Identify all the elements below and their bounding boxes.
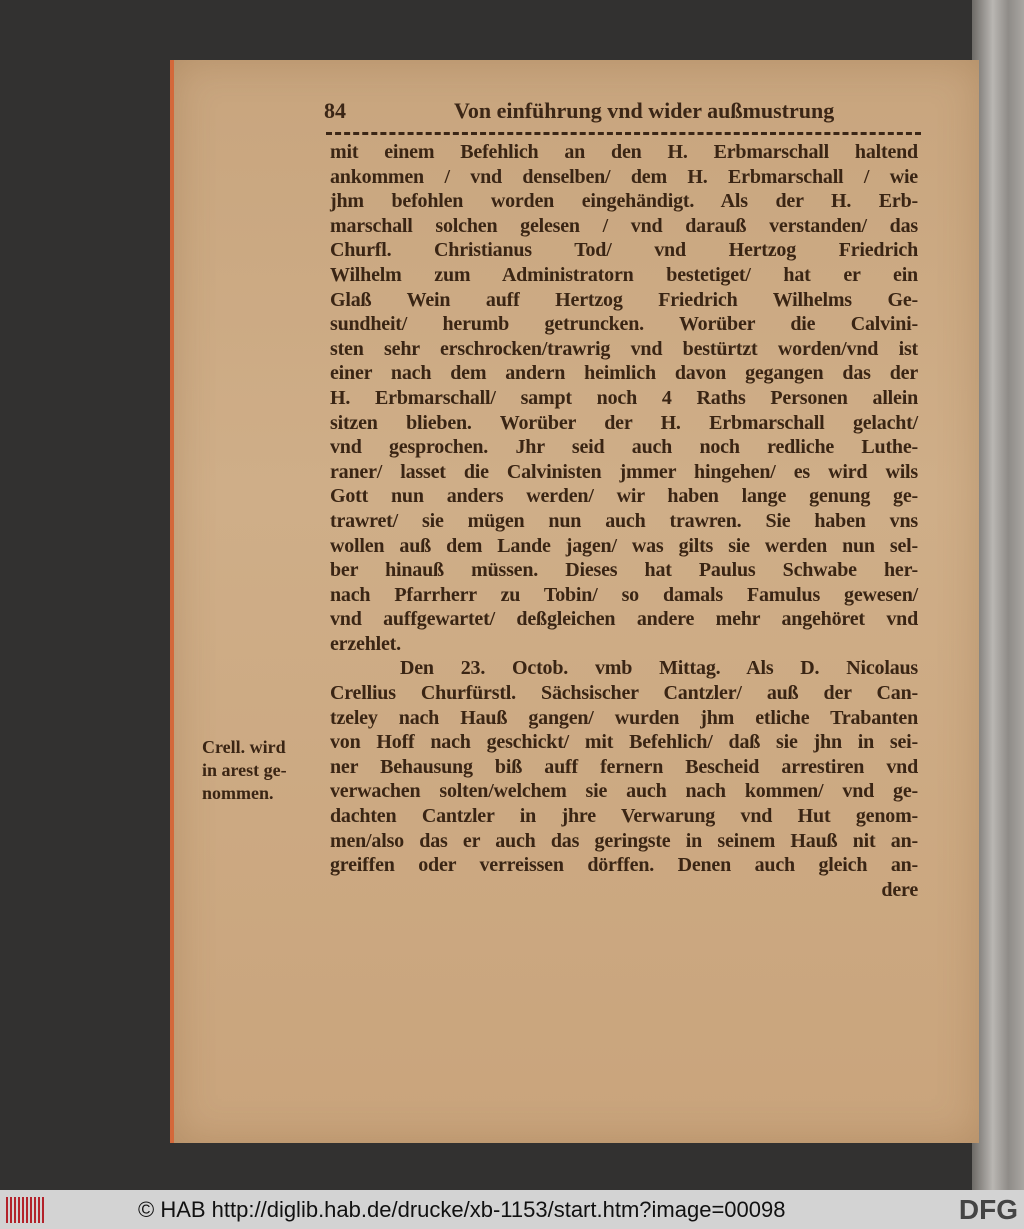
text-line: Glaß Wein auff Hertzog Friedrich Wilhelms Ge- (330, 288, 918, 311)
copyright-url[interactable]: © HAB http://diglib.hab.de/drucke/xb-1153/start.htm?image=00098 (138, 1197, 786, 1222)
text-line: einer nach dem andern heimlich davon gegangen das der (330, 362, 918, 385)
text-line: Gott nun anders werden/ wir haben lange genung ge- (330, 485, 918, 508)
text-line: erzehlet. (330, 632, 401, 655)
text-line: trawret/ sie mügen nun auch trawren. Sie haben vns (330, 509, 918, 532)
text-line: raner/ lasset die Calvinisten jmmer hingehen/ es wird wils (330, 460, 918, 483)
text-line: dachten Cantzler in jhre Verwarung vnd Hut genom- (330, 805, 918, 828)
hab-logo-icon[interactable] (6, 1197, 46, 1223)
text-line: men/also das er auch das geringste in seinem Hauß nit an- (330, 829, 918, 852)
dfg-logo[interactable]: DFG (958, 1194, 1018, 1225)
text-line: marschall solchen gelesen / vnd darauß verstanden/ das (330, 214, 918, 237)
text-line: Den 23. Octob. vmb Mittag. Als D. Nicolaus (400, 657, 918, 680)
text-line: H. Erbmarschall/ sampt noch 4 Raths Personen allein (330, 386, 918, 409)
text-line: dere (881, 878, 918, 901)
margin-note-line: in arest ge- (202, 760, 287, 780)
book-edge (972, 0, 1024, 1190)
scanned-page (170, 60, 979, 1143)
text-line: tzeley nach Hauß gangen/ wurden jhm etliche Trabanten (330, 706, 918, 729)
text-line: sundheit/ herumb getruncken. Worüber die Calvini- (330, 313, 918, 336)
text-line: Churfl. Christianus Tod/ vnd Hertzog Friedrich (330, 239, 918, 262)
page-number: 84 (324, 98, 346, 123)
text-line: vnd gesprochen. Jhr seid auch noch redliche Luthe- (330, 436, 918, 459)
text-line: verwachen solten/welchem sie auch nach kommen/ vnd ge- (330, 780, 918, 803)
text-line: mit einem Befehlich an den H. Erbmarschall haltend (330, 141, 918, 163)
text-line: Crellius Churfürstl. Sächsischer Cantzler/ auß der Can- (330, 682, 918, 705)
text-line: nach Pfarrherr zu Tobin/ so damals Famulus gewesen/ (330, 583, 918, 606)
text-line: vnd auffgewartet/ deßgleichen andere mehr angehöret vnd (330, 608, 918, 631)
margin-note (202, 736, 312, 805)
text-line: ber hinauß müssen. Dieses hat Paulus Schwabe her- (330, 559, 918, 582)
text-line: ner Behausung biß auff fernern Bescheid arrestiren vnd (330, 755, 918, 778)
text-line: Wilhelm zum Administratorn bestetiget/ hat er ein (330, 263, 918, 286)
text-line: wollen auß dem Lande jagen/ was gilts sie werden nun sel- (330, 534, 918, 557)
footer-bar (0, 1190, 1024, 1229)
margin-note-line: nommen. (202, 783, 274, 803)
text-line: sten sehr erschrocken/trawrig vnd bestürtzt worden/vnd ist (330, 337, 918, 360)
text-line: greiffen oder verreissen dörffen. Denen auch gleich an- (330, 854, 918, 877)
text-line: sitzen blieben. Worüber der H. Erbmarschall gelacht/ (330, 411, 918, 434)
body-text (330, 140, 918, 902)
running-title: Von einführung vnd wider außmustrung (454, 98, 835, 123)
text-line: ankommen / vnd denselben/ dem H. Erbmarschall / wie (330, 165, 918, 188)
margin-note-line: Crell. wird (202, 737, 286, 757)
text-line: von Hoff nach geschickt/ mit Befehlich/ daß sie jhn in sei- (330, 731, 918, 754)
head-rule (326, 132, 921, 135)
text-line: jhm befohlen worden eingehändigt. Als der H. Erb- (330, 190, 918, 213)
